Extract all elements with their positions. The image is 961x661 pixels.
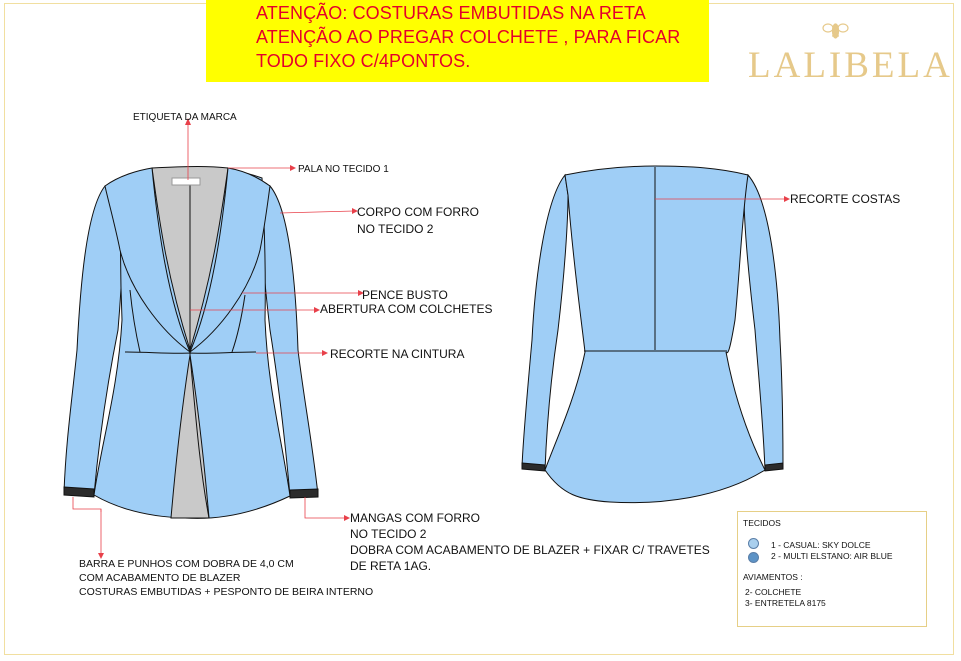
label-recorte-costas: RECORTE COSTAS — [790, 192, 901, 206]
legend-aviamento-3: 3- ENTRETELA 8175 — [745, 598, 826, 608]
label-etiqueta: ETIQUETA DA MARCA — [133, 112, 237, 123]
label-corpo-2: NO TECIDO 2 — [357, 222, 434, 236]
warning-line-3: TODO FIXO C/4PONTOS. — [256, 51, 471, 71]
arrow-mangas — [305, 497, 346, 518]
label-mangas-2: NO TECIDO 2 — [350, 527, 427, 541]
legend-aviamentos-title: AVIAMENTOS : — [743, 572, 803, 582]
label-corpo-1: CORPO COM FORRO — [357, 205, 479, 219]
label-barra-1: BARRA E PUNHOS COM DOBRA DE 4,0 CM — [79, 558, 294, 570]
label-mangas-4: DE RETA 1AG. — [350, 559, 432, 573]
legend-tecido-1: 1 - CASUAL: SKY DOLCE — [771, 540, 871, 550]
warning-line-1: ATENÇÃO: COSTURAS EMBUTIDAS NA RETA — [256, 3, 646, 23]
label-recorte-cintura: RECORTE NA CINTURA — [330, 347, 465, 361]
legend-tecido-2: 2 - MULTI ELSTANO: AIR BLUE — [771, 551, 893, 561]
legend-tecidos-title: TECIDOS — [743, 518, 781, 528]
back-right-sleeve — [744, 175, 783, 470]
front-left-cuff — [64, 487, 94, 497]
arrow-corpo — [280, 211, 354, 213]
arrow-barra-1 — [73, 497, 101, 555]
front-garment — [64, 167, 318, 519]
legend-box — [737, 511, 927, 627]
legend-aviamento-2: 2- COLCHETE — [745, 587, 802, 597]
back-right-cuff — [765, 463, 783, 471]
back-left-cuff — [522, 463, 545, 471]
swatch-tecido-1 — [748, 538, 759, 549]
label-barra-2: COM ACABAMENTO DE BLAZER — [79, 572, 241, 584]
back-left-sleeve — [522, 175, 568, 470]
warning-line-2: ATENÇÃO AO PREGAR COLCHETE , PARA FICAR — [256, 27, 681, 47]
front-right-cuff — [290, 489, 318, 498]
brand-label-patch — [172, 178, 200, 185]
label-abertura: ABERTURA COM COLCHETES — [320, 302, 493, 316]
label-mangas-3: DOBRA COM ACABAMENTO DE BLAZER + FIXAR C/ TRAVETES — [350, 543, 710, 557]
label-pence: PENCE BUSTO — [362, 288, 448, 302]
label-pala: PALA NO TECIDO 1 — [298, 164, 389, 175]
brand-name: LALIBELA — [748, 45, 953, 86]
label-barra-3: COSTURAS EMBUTIDAS + PESPONTO DE BEIRA INTERNO — [79, 586, 374, 598]
back-garment — [522, 166, 783, 503]
label-mangas-1: MANGAS COM FORRO — [350, 511, 481, 525]
swatch-tecido-2 — [748, 552, 759, 563]
